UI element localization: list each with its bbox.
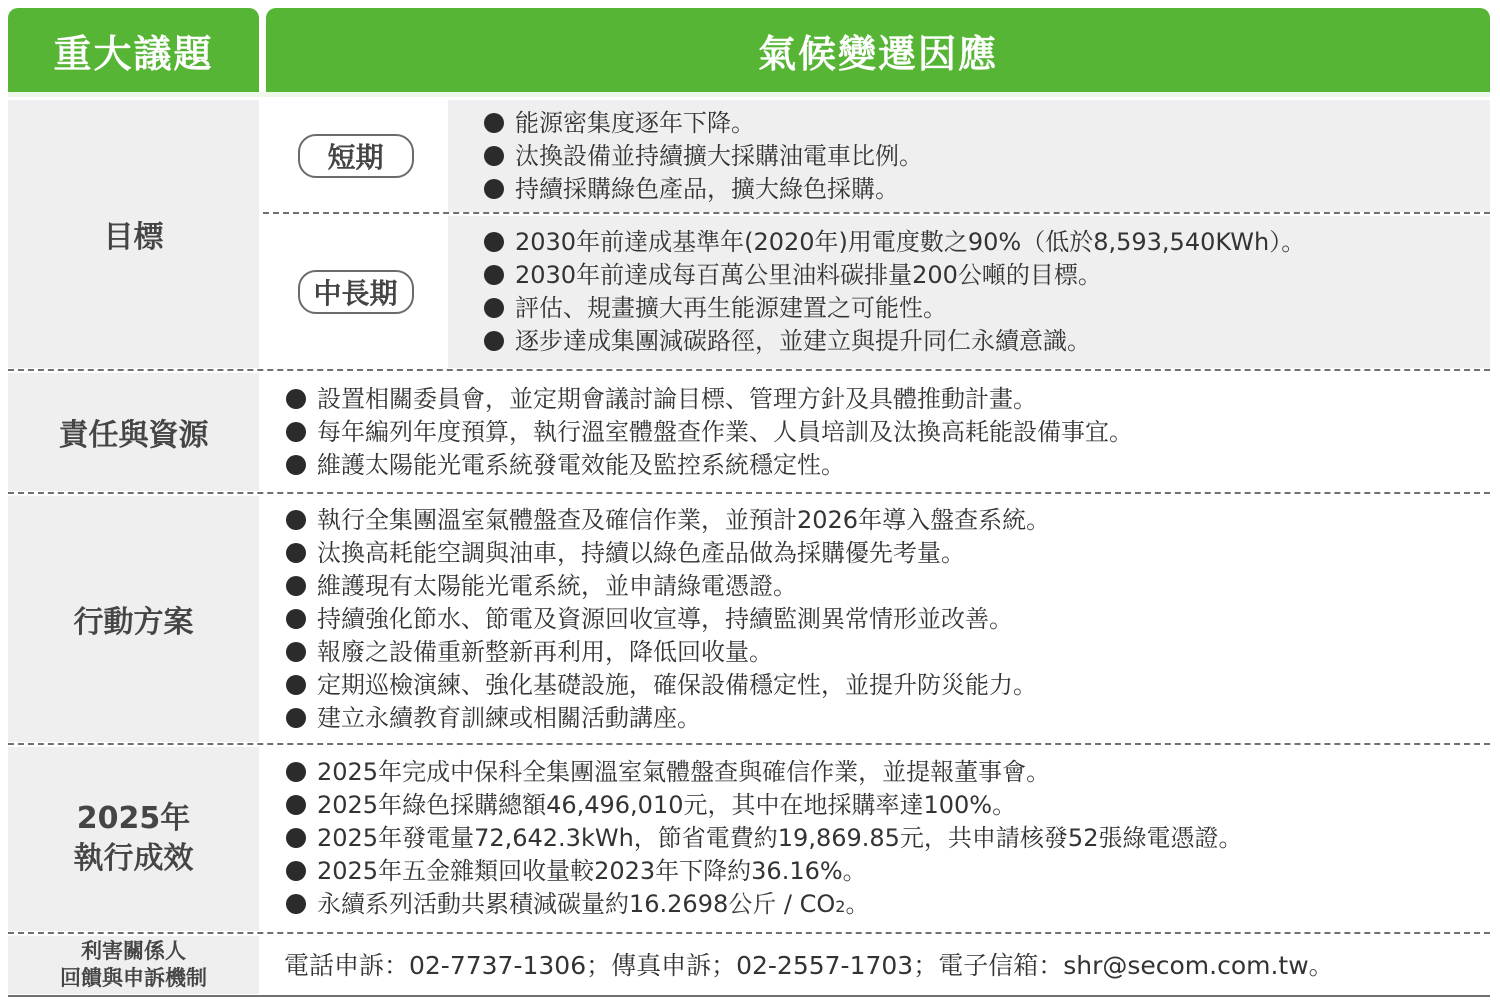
- list-item: 2025年發電量72,642.3kWh，節省電費約19,869.85元，共申請核發52張綠電憑證。: [285, 822, 1490, 855]
- list-item: 設置相關委員會，並定期會議討論目標、管理方針及具體推動計畫。: [285, 383, 1490, 416]
- list-item: 持續採購綠色產品，擴大綠色採購。: [483, 173, 1490, 206]
- list-item: 2025年綠色採購總額46,496,010元，其中在地採購率達100%。: [285, 789, 1490, 822]
- actions-list: [263, 496, 1490, 742]
- list-item: 維護現有太陽能光電系統，並申請綠電憑證。: [285, 570, 1490, 603]
- mid-long-term-pill: 中長期: [298, 270, 414, 314]
- mid-long-term-goals: [448, 216, 1490, 368]
- results-label-year: 2025年: [76, 801, 191, 836]
- results-label-title: 執行成效: [73, 841, 194, 876]
- short-term-pill: 短期: [298, 134, 414, 178]
- header-divider: [8, 92, 1490, 97]
- responsibility-list: [263, 373, 1490, 491]
- stakeholder-contact: 電話申訴：02-7737-1306；傳真申訴；02-2557-1703；電子信箱：shr@secom.com.tw。: [284, 951, 1334, 980]
- list-item: 評估、規畫擴大再生能源建置之可能性。: [483, 292, 1490, 325]
- list-item: 2025年五金雜類回收量較2023年下降約36.16%。: [285, 855, 1490, 888]
- goals-label: 目標: [8, 100, 259, 368]
- list-item: 執行全集團溫室氣體盤查及確信作業，並預計2026年導入盤查系統。: [285, 504, 1490, 537]
- list-item: 定期巡檢演練、強化基礎設施，確保設備穩定性，並提升防災能力。: [285, 669, 1490, 702]
- list-item: 能源密集度逐年下降。: [483, 107, 1490, 140]
- short-term-goals: [448, 100, 1490, 212]
- list-item-text: 永續系列活動共累積減碳量約16.2698公斤 / CO: [317, 889, 836, 918]
- stakeholder-label-line1: 利害關係人: [81, 939, 186, 963]
- list-item: 逐步達成集團減碳路徑，並建立與提升同仁永續意識。: [483, 325, 1490, 358]
- stakeholder-label: [8, 936, 259, 994]
- stakeholder-label-line2: 回饋與申訴機制: [60, 966, 207, 990]
- list-item-end: 。: [845, 889, 870, 918]
- mid-long-term-cell: [263, 216, 448, 368]
- results-label: [8, 747, 259, 931]
- short-term-cell: [263, 100, 448, 212]
- list-item: 2030年前達成每百萬公里油料碳排量200公噸的目標。: [483, 259, 1490, 292]
- list-item: 2025年完成中保科全集團溫室氣體盤查與確信作業，並提報董事會。: [285, 756, 1490, 789]
- section-divider: [8, 369, 1490, 371]
- responsibility-label: 責任與資源: [8, 373, 259, 491]
- goals-divider: [263, 212, 1490, 214]
- section-divider: [8, 492, 1490, 494]
- list-item: 維護太陽能光電系統發電效能及監控系統穩定性。: [285, 449, 1490, 482]
- list-item: 建立永續教育訓練或相關活動講座。: [285, 702, 1490, 735]
- list-item: 持續強化節水、節電及資源回收宣導，持續監測異常情形並改善。: [285, 603, 1490, 636]
- header-climate-change: 氣候變遷因應: [266, 8, 1490, 92]
- list-item: 汰換高耗能空調與油車，持續以綠色產品做為採購優先考量。: [285, 537, 1490, 570]
- header-major-issue: 重大議題: [8, 8, 259, 92]
- section-divider: [8, 743, 1490, 745]
- list-item: [285, 888, 1490, 923]
- list-item: 報廢之設備重新整新再利用，降低回收量。: [285, 636, 1490, 669]
- list-item: 2030年前達成基準年(2020年)用電度數之90%（低於8,593,540KWh）。: [483, 226, 1490, 259]
- table-bottom-border: [8, 995, 1490, 997]
- results-list: [263, 747, 1490, 931]
- list-item: 汰換設備並持續擴大採購油電車比例。: [483, 140, 1490, 173]
- list-item: 每年編列年度預算，執行溫室體盤查作業、人員培訓及汰換高耗能設備事宜。: [285, 416, 1490, 449]
- co2-subscript: 2: [835, 896, 846, 916]
- actions-label: 行動方案: [8, 496, 259, 742]
